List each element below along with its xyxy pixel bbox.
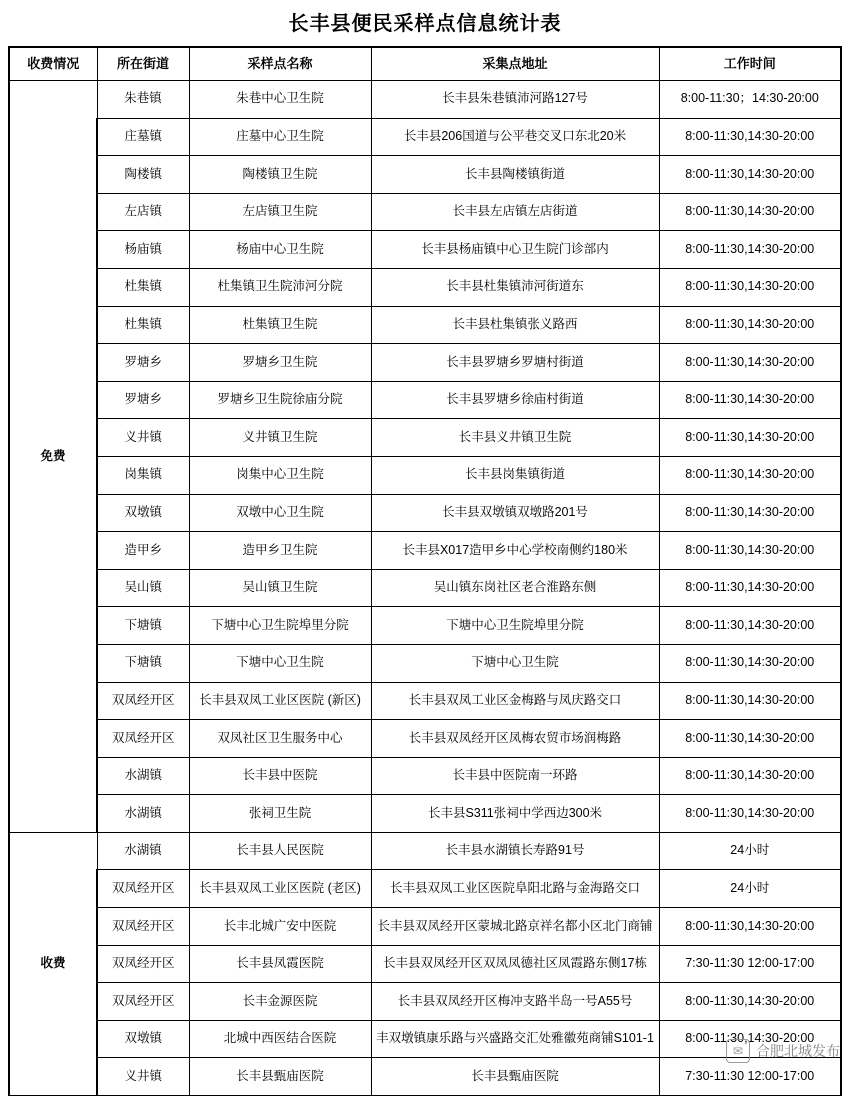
cell-address: 长丰县杨庙镇中心卫生院门诊部内 (371, 231, 659, 269)
table-row (9, 945, 841, 983)
cell-address: 长丰县杜集镇沛河街道东 (371, 268, 659, 306)
cell-street: 罗塘乡 (97, 344, 189, 382)
fee-group-paid: 收费 (9, 832, 97, 1095)
cell-address: 下塘中心卫生院 (371, 644, 659, 682)
cell-street: 朱巷镇 (97, 81, 189, 119)
cell-time: 8:00-11:30,14:30-20:00 (659, 682, 841, 720)
cell-name: 长丰县甄庙医院 (189, 1058, 371, 1096)
cell-street: 双凤经开区 (97, 945, 189, 983)
table-row (9, 870, 841, 908)
cell-time: 8:00-11:30,14:30-20:00 (659, 908, 841, 946)
table-row (9, 81, 841, 119)
wechat-icon: ✉ (726, 1039, 750, 1063)
cell-time: 8:00-11:30,14:30-20:00 (659, 983, 841, 1021)
cell-address: 长丰县双凤经开区蒙城北路京祥名都小区北门商铺 (371, 908, 659, 946)
table-row (9, 908, 841, 946)
cell-time: 8:00-11:30,14:30-20:00 (659, 381, 841, 419)
cell-street: 杨庙镇 (97, 231, 189, 269)
column-header-address: 采集点地址 (371, 47, 659, 81)
cell-time: 24小时 (659, 870, 841, 908)
table-row (9, 682, 841, 720)
table-row (9, 983, 841, 1021)
cell-street: 杜集镇 (97, 268, 189, 306)
cell-name: 岗集中心卫生院 (189, 456, 371, 494)
cell-time: 8:00-11:30,14:30-20:00 (659, 193, 841, 231)
cell-street: 吴山镇 (97, 569, 189, 607)
cell-name: 长丰金源医院 (189, 983, 371, 1021)
cell-name: 长丰县双凤工业区医院 (新区) (189, 682, 371, 720)
cell-address: 长丰县双凤经开区双凤凤德社区凤霞路东侧17栋 (371, 945, 659, 983)
cell-street: 义井镇 (97, 419, 189, 457)
table-row (9, 1058, 841, 1096)
cell-address: 长丰县S311张祠中学西边300米 (371, 795, 659, 833)
cell-name: 长丰县双凤工业区医院 (老区) (189, 870, 371, 908)
cell-time: 8:00-11:30,14:30-20:00 (659, 569, 841, 607)
cell-street: 罗塘乡 (97, 381, 189, 419)
cell-name: 长丰县人民医院 (189, 832, 371, 870)
table-row (9, 569, 841, 607)
cell-time: 24小时 (659, 832, 841, 870)
cell-address: 长丰县罗塘乡罗塘村街道 (371, 344, 659, 382)
cell-address: 长丰县义井镇卫生院 (371, 419, 659, 457)
cell-name: 陶楼镇卫生院 (189, 156, 371, 194)
cell-address: 长丰县双凤工业区医院阜阳北路与金海路交口 (371, 870, 659, 908)
cell-name: 下塘中心卫生院埠里分院 (189, 607, 371, 645)
cell-street: 下塘镇 (97, 607, 189, 645)
cell-time: 8:00-11:30,14:30-20:00 (659, 720, 841, 758)
cell-street: 水湖镇 (97, 795, 189, 833)
cell-name: 杜集镇卫生院 (189, 306, 371, 344)
table-row (9, 795, 841, 833)
cell-name: 罗塘乡卫生院徐庙分院 (189, 381, 371, 419)
table-row (9, 118, 841, 156)
cell-address: 长丰县中医院南一环路 (371, 757, 659, 795)
table-row (9, 193, 841, 231)
table-row (9, 532, 841, 570)
table-row (9, 419, 841, 457)
table-row (9, 720, 841, 758)
cell-address: 长丰县水湖镇长寿路91号 (371, 832, 659, 870)
cell-street: 陶楼镇 (97, 156, 189, 194)
cell-name: 杜集镇卫生院沛河分院 (189, 268, 371, 306)
cell-time: 7:30-11:30 12:00-17:00 (659, 945, 841, 983)
cell-name: 罗塘乡卫生院 (189, 344, 371, 382)
cell-address: 长丰县左店镇左店街道 (371, 193, 659, 231)
cell-name: 吴山镇卫生院 (189, 569, 371, 607)
cell-street: 双凤经开区 (97, 870, 189, 908)
cell-name: 杨庙中心卫生院 (189, 231, 371, 269)
table-row (9, 757, 841, 795)
table-header-row (9, 47, 841, 81)
table-body (9, 81, 841, 1096)
cell-time: 8:00-11:30；14:30-20:00 (659, 81, 841, 119)
table-row (9, 156, 841, 194)
cell-name: 北城中西医结合医院 (189, 1020, 371, 1058)
cell-street: 双凤经开区 (97, 720, 189, 758)
cell-time: 8:00-11:30,14:30-20:00 (659, 419, 841, 457)
cell-street: 岗集镇 (97, 456, 189, 494)
cell-time: 8:00-11:30,14:30-20:00 (659, 644, 841, 682)
table-row (9, 381, 841, 419)
table-row (9, 456, 841, 494)
cell-address: 长丰县双凤经开区梅冲支路半岛一号A55号 (371, 983, 659, 1021)
cell-street: 义井镇 (97, 1058, 189, 1096)
cell-address: 长丰县岗集镇街道 (371, 456, 659, 494)
cell-street: 双墩镇 (97, 1020, 189, 1058)
cell-time: 8:00-11:30,14:30-20:00 (659, 118, 841, 156)
table-row (9, 1020, 841, 1058)
cell-time: 8:00-11:30,14:30-20:00 (659, 795, 841, 833)
cell-time: 8:00-11:30,14:30-20:00 (659, 344, 841, 382)
cell-street: 造甲乡 (97, 532, 189, 570)
cell-name: 庄墓中心卫生院 (189, 118, 371, 156)
table-row (9, 607, 841, 645)
cell-name: 长丰县凤霞医院 (189, 945, 371, 983)
cell-street: 双凤经开区 (97, 908, 189, 946)
cell-street: 双墩镇 (97, 494, 189, 532)
cell-address: 下塘中心卫生院埠里分院 (371, 607, 659, 645)
cell-time: 8:00-11:30,14:30-20:00 (659, 268, 841, 306)
cell-street: 杜集镇 (97, 306, 189, 344)
cell-time: 8:00-11:30,14:30-20:00 (659, 231, 841, 269)
table-row (9, 644, 841, 682)
column-header-name: 采样点名称 (189, 47, 371, 81)
cell-time: 7:30-11:30 12:00-17:00 (659, 1058, 841, 1096)
cell-time: 8:00-11:30,14:30-20:00 (659, 156, 841, 194)
cell-address: 长丰县双凤经开区凤梅农贸市场润梅路 (371, 720, 659, 758)
cell-address: 丰双墩镇康乐路与兴盛路交汇处雅徽苑商铺S101-1 (371, 1020, 659, 1058)
cell-address: 长丰县甄庙医院 (371, 1058, 659, 1096)
cell-name: 张祠卫生院 (189, 795, 371, 833)
cell-time: 8:00-11:30,14:30-20:00 (659, 494, 841, 532)
cell-address: 长丰县双凤工业区金梅路与凤庆路交口 (371, 682, 659, 720)
cell-time: 8:00-11:30,14:30-20:00 (659, 456, 841, 494)
cell-street: 双凤经开区 (97, 983, 189, 1021)
cell-address: 长丰县朱巷镇沛河路127号 (371, 81, 659, 119)
cell-time: 8:00-11:30,14:30-20:00 (659, 757, 841, 795)
cell-name: 造甲乡卫生院 (189, 532, 371, 570)
table-row (9, 268, 841, 306)
cell-address: 长丰县X017造甲乡中心学校南侧约180米 (371, 532, 659, 570)
column-header-time: 工作时间 (659, 47, 841, 81)
column-header-fee: 收费情况 (9, 47, 97, 81)
cell-street: 左店镇 (97, 193, 189, 231)
cell-name: 双凤社区卫生服务中心 (189, 720, 371, 758)
cell-name: 义井镇卫生院 (189, 419, 371, 457)
cell-time: 8:00-11:30,14:30-20:00 (659, 1020, 841, 1058)
cell-address: 长丰县206国道与公平巷交叉口东北20米 (371, 118, 659, 156)
table-row (9, 494, 841, 532)
page-title: 长丰县便民采样点信息统计表 (288, 13, 562, 35)
table-row (9, 344, 841, 382)
watermark-label: 合肥北城发布 (756, 1043, 840, 1059)
table-row (9, 306, 841, 344)
cell-street: 庄墓镇 (97, 118, 189, 156)
table-row (9, 231, 841, 269)
cell-address: 吴山镇东岗社区老合淮路东侧 (371, 569, 659, 607)
cell-time: 8:00-11:30,14:30-20:00 (659, 306, 841, 344)
cell-address: 长丰县陶楼镇街道 (371, 156, 659, 194)
cell-address: 长丰县双墩镇双墩路201号 (371, 494, 659, 532)
table-row (9, 832, 841, 870)
cell-address: 长丰县杜集镇张义路西 (371, 306, 659, 344)
fee-group-free: 免费 (9, 81, 97, 833)
column-header-street: 所在街道 (97, 47, 189, 81)
cell-name: 长丰县中医院 (189, 757, 371, 795)
cell-street: 双凤经开区 (97, 682, 189, 720)
cell-address: 长丰县罗塘乡徐庙村街道 (371, 381, 659, 419)
cell-street: 下塘镇 (97, 644, 189, 682)
cell-name: 下塘中心卫生院 (189, 644, 371, 682)
cell-street: 水湖镇 (97, 832, 189, 870)
cell-name: 双墩中心卫生院 (189, 494, 371, 532)
cell-time: 8:00-11:30,14:30-20:00 (659, 532, 841, 570)
cell-name: 长丰北城广安中医院 (189, 908, 371, 946)
sampling-sites-table (8, 46, 842, 1096)
cell-street: 水湖镇 (97, 757, 189, 795)
cell-name: 左店镇卫生院 (189, 193, 371, 231)
cell-name: 朱巷中心卫生院 (189, 81, 371, 119)
cell-time: 8:00-11:30,14:30-20:00 (659, 607, 841, 645)
